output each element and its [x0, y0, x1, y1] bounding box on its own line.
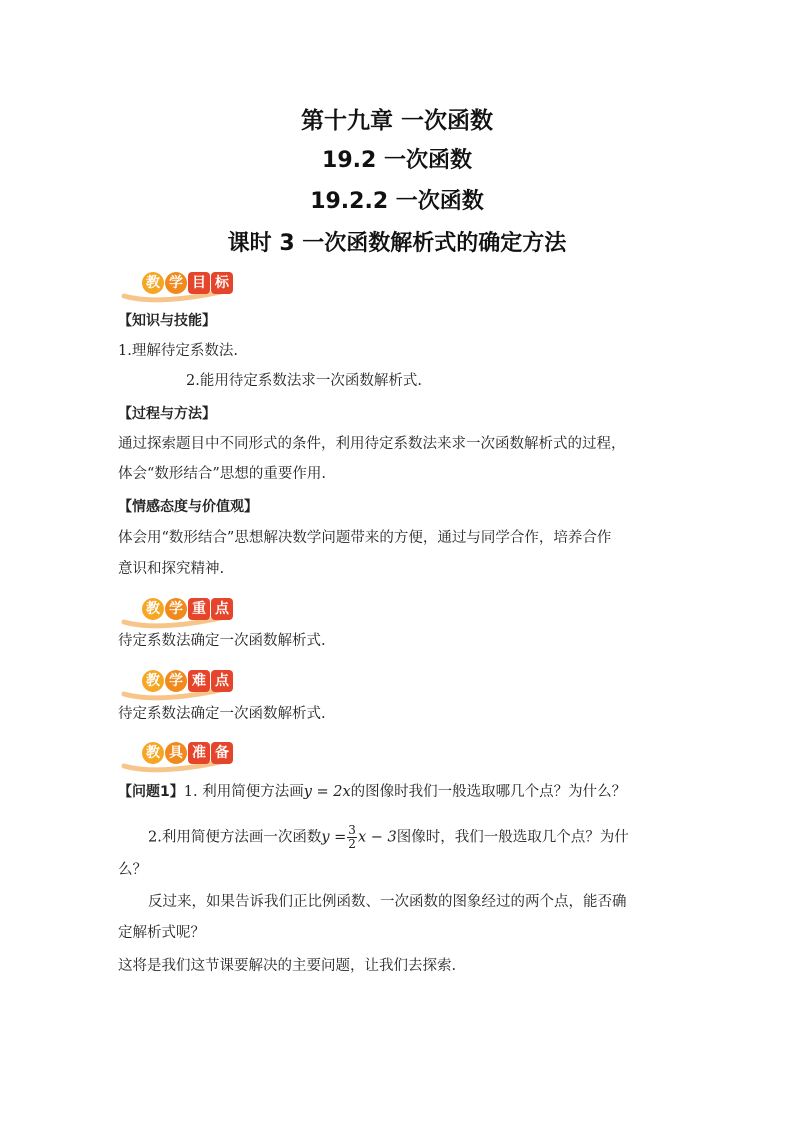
question-2-text-c: 么？: [118, 862, 147, 878]
paragraph-1: 反过来，如果告诉我们正比例函数、一次函数的图象经过的两个点，能否确: [148, 894, 627, 910]
badge-char: 点: [211, 670, 233, 692]
question-1: [118, 782, 626, 802]
question-2-text-a: 2.利用简便方法画一次函数: [148, 829, 322, 846]
badge-char: 准: [188, 742, 210, 764]
badge-char: 点: [211, 598, 233, 620]
question-2-formula-lhs: y =: [321, 829, 347, 846]
chapter-title: 第十九章 一次函数: [300, 108, 493, 134]
question-1-text-b: 的图像时我们一般选取哪几个点？为什么？: [350, 784, 627, 800]
badge-key-points: [120, 592, 240, 632]
badge-char: 标: [211, 272, 233, 294]
badge-char: 具: [165, 742, 187, 764]
question-2-formula-rhs: x − 3: [357, 829, 397, 846]
lesson-title: 课时 3 一次函数解析式的确定方法: [227, 231, 567, 256]
badge-char: 教: [142, 598, 164, 620]
process-text-2: 体会“数形结合”思想的重要作用.: [118, 466, 326, 482]
badge-char: 重: [188, 598, 210, 620]
badge-materials: [120, 736, 240, 776]
key-points-text: 待定系数法确定一次函数解析式.: [118, 633, 326, 649]
process-heading: 【过程与方法】: [118, 406, 216, 422]
badge-char: 备: [211, 742, 233, 764]
paragraph-2: 定解析式呢？: [118, 925, 205, 941]
paragraph-3: 这将是我们这节课要解决的主要问题，让我们去探索.: [118, 958, 457, 974]
subsection-title: 19.2.2 一次函数: [310, 189, 484, 214]
question-2-text-b: 图像时，我们一般选取几个点？为什: [396, 829, 629, 846]
difficulties-text: 待定系数法确定一次函数解析式.: [118, 706, 326, 722]
knowledge-item-1: 1.理解待定系数法.: [118, 343, 238, 359]
question-2-fraction: [347, 824, 357, 851]
knowledge-item-2: 2.能用待定系数法求一次函数解析式.: [186, 373, 422, 389]
question-1-formula: y = 2x: [303, 784, 351, 800]
process-text-1: 通过探索题目中不同形式的条件，利用待定系数法来求一次函数解析式的过程，: [118, 436, 626, 452]
fraction-numerator: 3: [348, 823, 356, 837]
badge-char: 学: [165, 670, 187, 692]
section-title: 19.2 一次函数: [322, 148, 472, 173]
badge-char: 教: [142, 742, 164, 764]
badge-char: 学: [165, 598, 187, 620]
badge-char: 教: [142, 670, 164, 692]
knowledge-heading: 【知识与技能】: [118, 313, 216, 329]
badge-char: 学: [165, 272, 187, 294]
badge-char: 目: [188, 272, 210, 294]
question-1-text-a: 1. 利用简便方法画: [183, 784, 304, 800]
badge-char: 难: [188, 670, 210, 692]
badge-difficulties: [120, 664, 240, 704]
question-1-label: 【问题1】: [118, 784, 184, 800]
emotion-text-1: 体会用“数形结合”思想解决数学问题带来的方便，通过与同学合作，培养合作: [118, 530, 612, 546]
emotion-text-2: 意识和探究精神.: [118, 561, 225, 577]
question-2: [148, 824, 629, 851]
badge-teaching-goals: [120, 266, 240, 306]
fraction-denominator: 2: [348, 837, 356, 851]
emotion-heading: 【情感态度与价值观】: [118, 499, 258, 515]
badge-char: 教: [142, 272, 164, 294]
